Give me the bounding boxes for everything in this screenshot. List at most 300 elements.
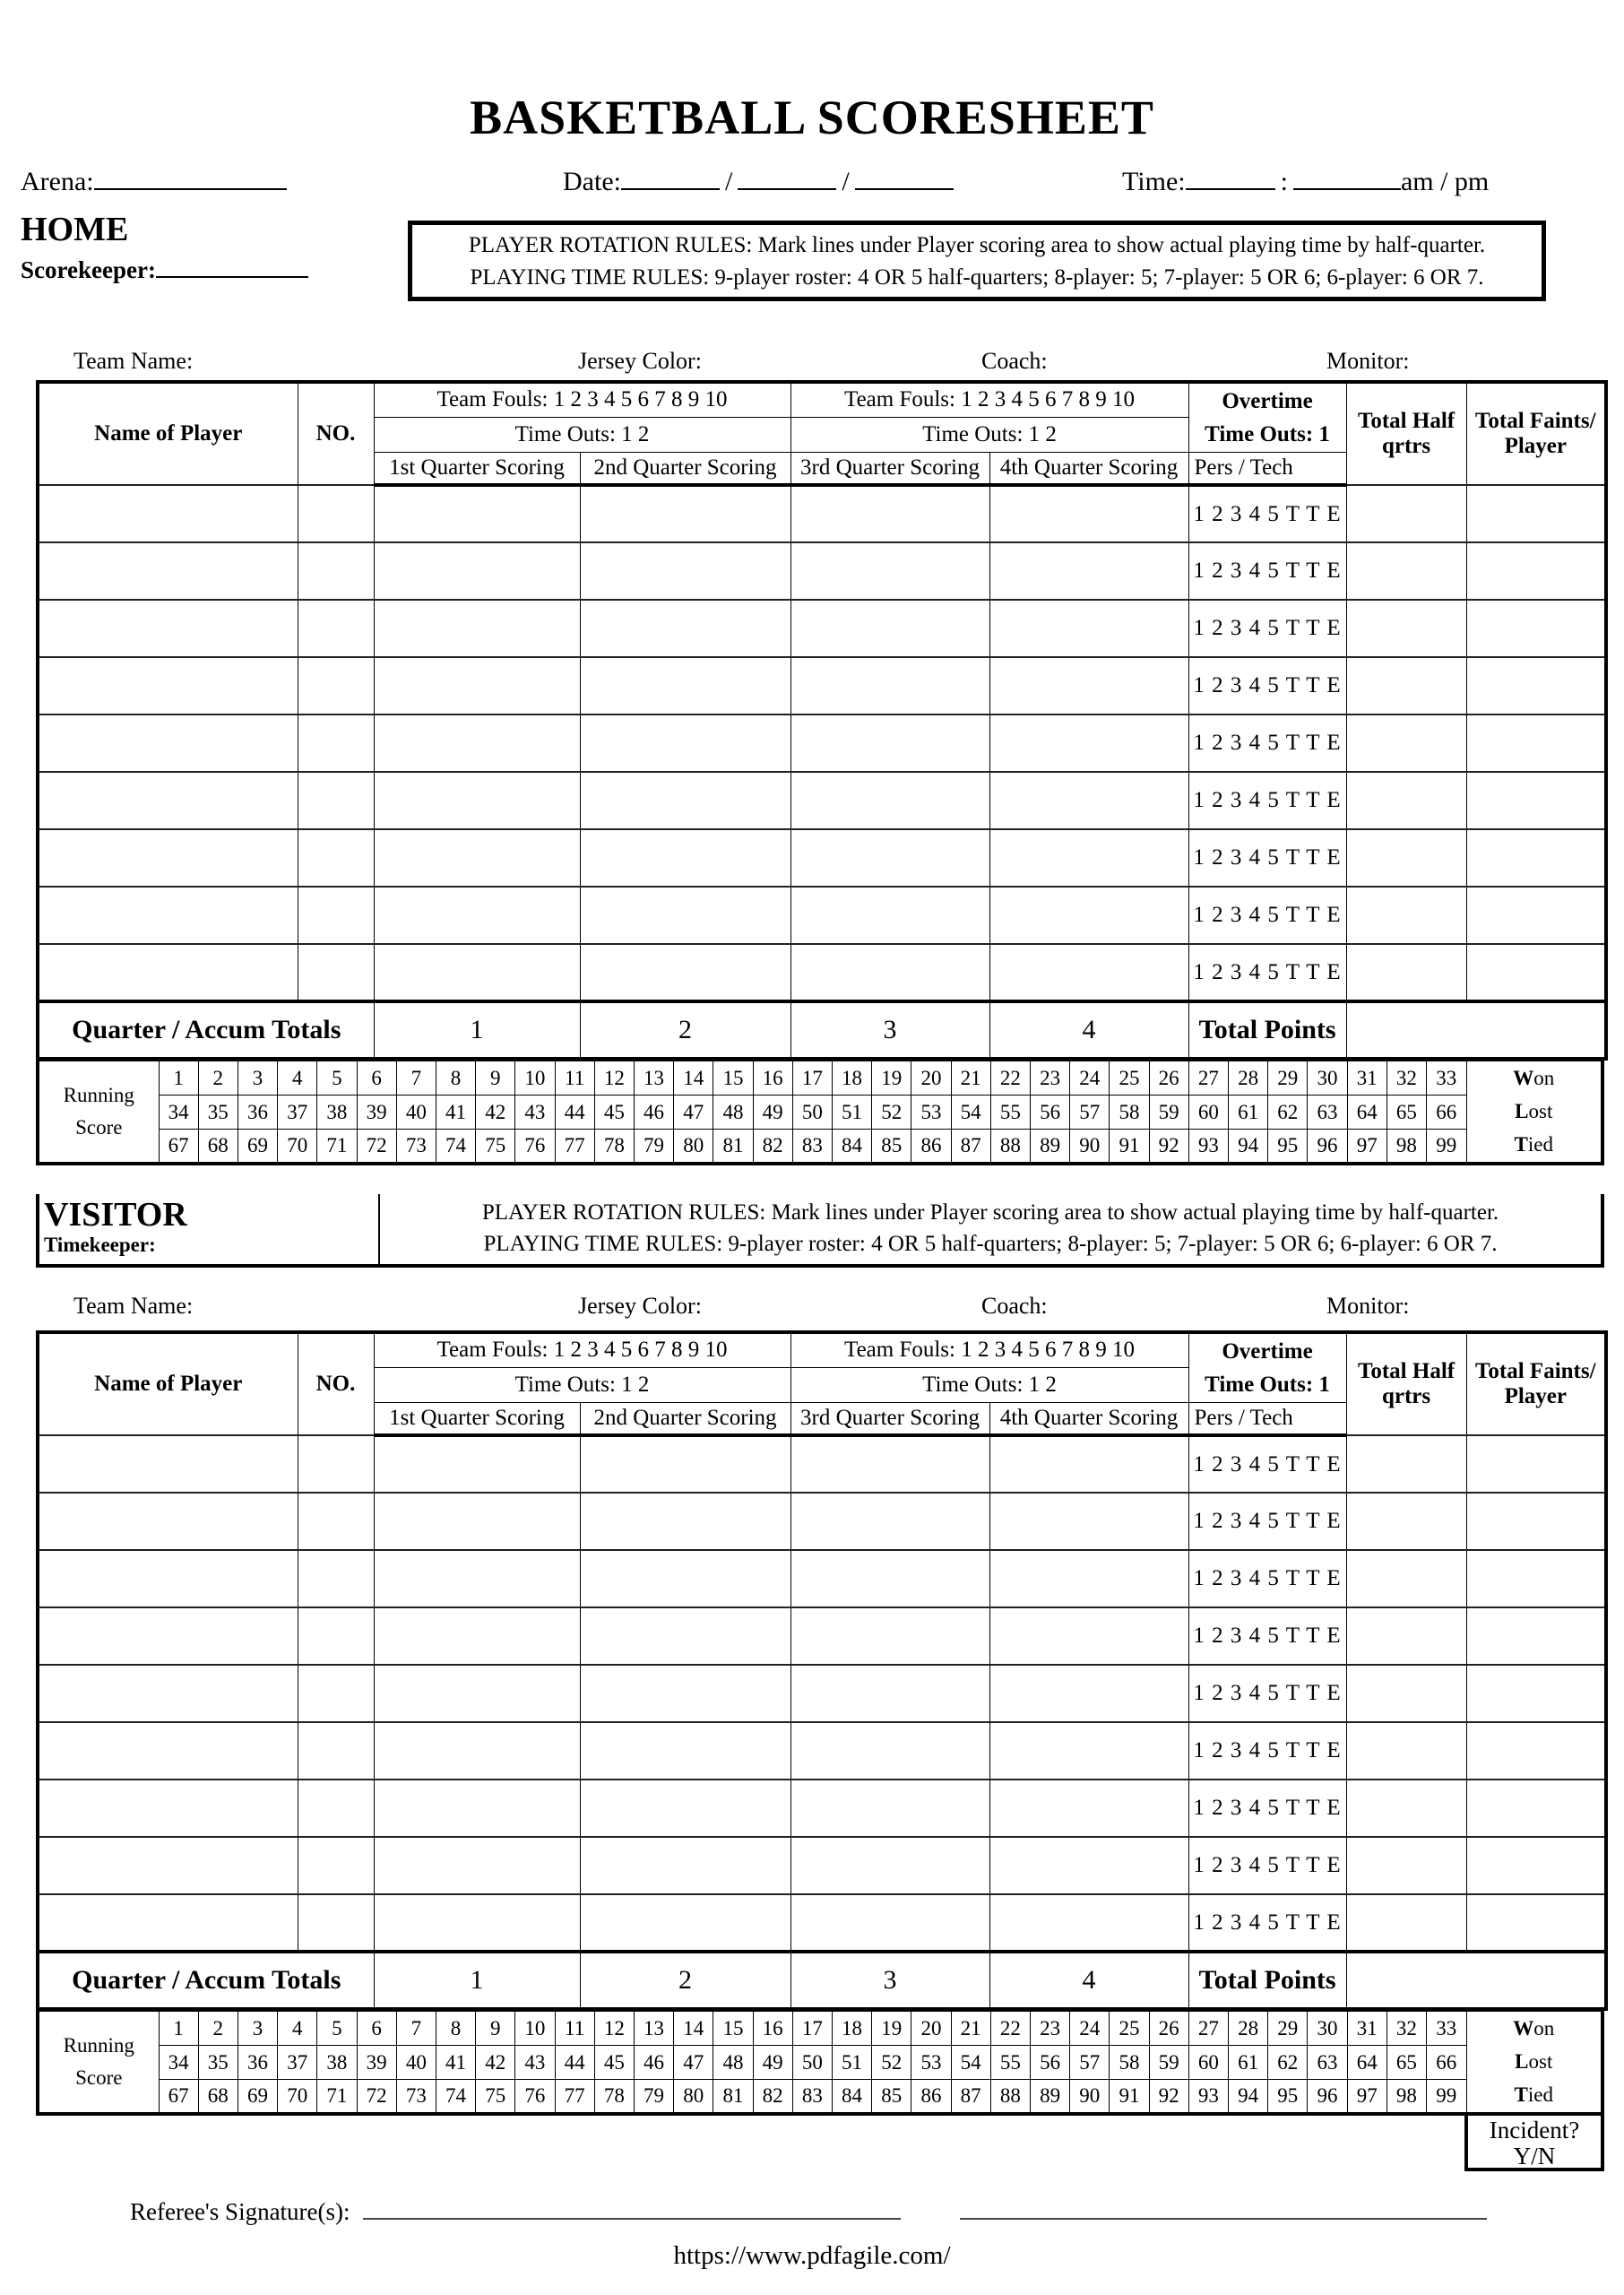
running-score-cell: 57 xyxy=(1070,2046,1110,2080)
running-score-cell: 22 xyxy=(990,1061,1030,1096)
running-score-cell: 77 xyxy=(555,2080,594,2114)
player-name-cell xyxy=(38,1435,298,1493)
timekeeper-label: Timekeeper: xyxy=(44,1234,156,1256)
running-score-cell: 3 xyxy=(238,1061,277,1096)
running-score-cell: 37 xyxy=(278,1096,317,1130)
q2-scoring-cell xyxy=(580,1780,790,1837)
total-faints-cell xyxy=(1466,944,1606,1001)
lost-label: Lost xyxy=(1515,1100,1553,1123)
q4-scoring-cell xyxy=(989,1665,1188,1722)
running-score-cell: 16 xyxy=(753,1061,792,1096)
q3-scoring-cell xyxy=(790,1837,989,1894)
personal-fouls-scale: 1 2 3 4 5 T T E xyxy=(1188,1894,1346,1952)
q4-scoring-cell xyxy=(989,657,1188,714)
running-score-cell: 98 xyxy=(1386,2080,1426,2114)
running-score-cell: 89 xyxy=(1030,1130,1069,1164)
running-score-cell: 45 xyxy=(594,1096,634,1130)
player-row xyxy=(38,1607,1606,1665)
running-score-cell: 23 xyxy=(1030,1061,1069,1096)
q4-scoring-cell xyxy=(989,1493,1188,1550)
running-score-cell: 77 xyxy=(555,1130,594,1164)
running-score-cell: 67 xyxy=(159,1130,198,1164)
running-score-cell: 80 xyxy=(674,1130,713,1164)
running-score-cell: 79 xyxy=(634,1130,673,1164)
won-lost-tied-box xyxy=(1466,2012,1602,2114)
running-score-cell: 52 xyxy=(872,1096,911,1130)
running-score-cell: 70 xyxy=(278,2080,317,2114)
score-grid xyxy=(36,380,1608,1061)
running-score-cell: 11 xyxy=(555,1061,594,1096)
player-name-cell xyxy=(38,485,298,542)
running-score-cell: 36 xyxy=(238,2046,277,2080)
player-name-cell xyxy=(38,600,298,657)
running-score-cell: 63 xyxy=(1308,2046,1347,2080)
total-points-label: Total Points xyxy=(1188,1001,1346,1059)
time-outs-header: Time Outs: 1 2 xyxy=(790,1367,1188,1402)
quarter-accum-totals-label: Quarter / Accum Totals xyxy=(38,1952,374,2009)
player-name-cell xyxy=(38,1837,298,1894)
q1-scoring-cell xyxy=(374,1837,580,1894)
q1-scoring-cell xyxy=(374,1493,580,1550)
personal-fouls-scale: 1 2 3 4 5 T T E xyxy=(1188,772,1346,829)
running-score-cell: 7 xyxy=(396,1061,436,1096)
running-score-cell: 96 xyxy=(1308,2080,1347,2114)
running-score-cell: 85 xyxy=(872,2080,911,2114)
personal-fouls-scale: 1 2 3 4 5 T T E xyxy=(1188,485,1346,542)
total-faints-cell xyxy=(1466,1837,1606,1894)
running-score-cell: 60 xyxy=(1188,1096,1228,1130)
running-score-cell: 59 xyxy=(1149,2046,1188,2080)
q4-scoring-cell xyxy=(989,1894,1188,1952)
date-slash-2: / xyxy=(842,167,850,196)
player-row xyxy=(38,772,1606,829)
running-score-cell: 25 xyxy=(1110,2012,1149,2046)
running-score-cell: 21 xyxy=(951,2012,990,2046)
home-team-info-row xyxy=(36,348,1604,377)
running-score-cell: 97 xyxy=(1347,2080,1386,2114)
quarter-scoring-header: 1st Quarter Scoring xyxy=(374,1402,580,1435)
won-label: Won xyxy=(1513,2017,1555,2040)
running-score-cell: 81 xyxy=(713,1130,753,1164)
jersey-color-label: Jersey Color: xyxy=(578,1293,702,1319)
player-row xyxy=(38,1665,1606,1722)
q3-scoring-cell xyxy=(790,1493,989,1550)
referee-signature-line-1 xyxy=(363,2198,901,2220)
running-score-cell: 5 xyxy=(317,2012,357,2046)
running-score-cell: 58 xyxy=(1110,2046,1149,2080)
player-number-cell xyxy=(298,1550,374,1607)
player-number-cell xyxy=(298,887,374,944)
player-row xyxy=(38,542,1606,600)
running-score-cell: 17 xyxy=(792,2012,832,2046)
running-score-cell: 38 xyxy=(317,1096,357,1130)
q2-scoring-cell xyxy=(580,772,790,829)
running-score-cell: 29 xyxy=(1268,2012,1308,2046)
q2-scoring-cell xyxy=(580,887,790,944)
running-score-cell: 42 xyxy=(476,2046,515,2080)
total-faints-player-header: Total Faints/ Player xyxy=(1466,382,1606,485)
q3-scoring-cell xyxy=(790,485,989,542)
running-score-cell: 66 xyxy=(1427,2046,1467,2080)
running-score-cell: 34 xyxy=(159,2046,198,2080)
total-half-qrtrs-header: Total Half qrtrs xyxy=(1346,1332,1466,1435)
running-score-cell: 84 xyxy=(832,2080,871,2114)
running-score-cell: 5 xyxy=(317,1061,357,1096)
q1-scoring-cell xyxy=(374,714,580,772)
running-score-cell: 6 xyxy=(357,2012,396,2046)
total-half-cell xyxy=(1346,1550,1466,1607)
q2-scoring-cell xyxy=(580,944,790,1001)
total-faints-cell xyxy=(1466,829,1606,887)
player-name-cell xyxy=(38,1550,298,1607)
q1-scoring-cell xyxy=(374,887,580,944)
running-score-cell: 24 xyxy=(1070,1061,1110,1096)
player-row xyxy=(38,944,1606,1001)
total-half-cell xyxy=(1346,829,1466,887)
running-score-cell: 41 xyxy=(436,1096,475,1130)
q1-scoring-cell xyxy=(374,1435,580,1493)
overtime-label: Overtime xyxy=(1222,388,1313,413)
running-score-cell: 20 xyxy=(911,1061,951,1096)
running-score-cell: 81 xyxy=(713,2080,753,2114)
player-row xyxy=(38,1780,1606,1837)
rules-line-2: PLAYING TIME RULES: 9-player roster: 4 OR 5 half-quarters; 8-player: 5; 7-player: 5 OR 6; 6-player: 6 OR 7. xyxy=(470,265,1484,290)
site-url-link[interactable]: https://www.pdfagile.com/ xyxy=(673,2241,951,2270)
personal-fouls-scale: 1 2 3 4 5 T T E xyxy=(1188,944,1346,1001)
player-name-cell xyxy=(38,1665,298,1722)
running-score-cell: 93 xyxy=(1188,1130,1228,1164)
running-score-cell: 96 xyxy=(1308,1130,1347,1164)
quarter-scoring-header: 4th Quarter Scoring xyxy=(989,1402,1188,1435)
running-score-cell: 27 xyxy=(1188,2012,1228,2046)
total-faints-cell xyxy=(1466,657,1606,714)
total-faints-cell xyxy=(1466,600,1606,657)
personal-fouls-scale: 1 2 3 4 5 T T E xyxy=(1188,714,1346,772)
total-half-cell xyxy=(1346,944,1466,1001)
q1-scoring-cell xyxy=(374,944,580,1001)
total-faints-cell xyxy=(1466,542,1606,600)
q1-scoring-cell xyxy=(374,600,580,657)
running-score-cell: 47 xyxy=(674,1096,713,1130)
running-score-cell: 19 xyxy=(872,1061,911,1096)
q4-scoring-cell xyxy=(989,714,1188,772)
running-score-cell: 73 xyxy=(396,1130,436,1164)
lost-label: Lost xyxy=(1515,2050,1553,2074)
running-score-cell: 46 xyxy=(634,2046,673,2080)
running-score-cell: 9 xyxy=(476,2012,515,2046)
visitor-score-section xyxy=(36,1330,1604,2169)
total-half-cell xyxy=(1346,1722,1466,1780)
q4-scoring-cell xyxy=(989,1780,1188,1837)
total-points-cell xyxy=(1346,1001,1606,1059)
running-score-cell: 31 xyxy=(1347,1061,1386,1096)
running-score-cell: 25 xyxy=(1110,1061,1149,1096)
player-number-cell xyxy=(298,542,374,600)
q2-scoring-cell xyxy=(580,1435,790,1493)
running-score-cell: 74 xyxy=(436,2080,475,2114)
q4-scoring-cell xyxy=(989,1550,1188,1607)
player-name-cell xyxy=(38,714,298,772)
running-score-cell: 38 xyxy=(317,2046,357,2080)
running-score-cell: 64 xyxy=(1347,1096,1386,1130)
player-number-cell xyxy=(298,1607,374,1665)
quarter-accum-totals-label: Quarter / Accum Totals xyxy=(38,1001,374,1059)
running-score-cell: 12 xyxy=(594,2012,634,2046)
q3-scoring-cell xyxy=(790,829,989,887)
total-half-cell xyxy=(1346,657,1466,714)
player-number-cell xyxy=(298,1435,374,1493)
time-hour-blank xyxy=(1186,169,1275,190)
running-score-cell: 16 xyxy=(753,2012,792,2046)
total-points-cell xyxy=(1346,1952,1606,2009)
total-half-cell xyxy=(1346,600,1466,657)
running-score-cell: 4 xyxy=(278,1061,317,1096)
q2-scoring-cell xyxy=(580,600,790,657)
running-score-cell: 67 xyxy=(159,2080,198,2114)
total-half-cell xyxy=(1346,1493,1466,1550)
running-score-cell: 82 xyxy=(753,2080,792,2114)
incident-box xyxy=(1464,2112,1604,2171)
running-score-cell: 36 xyxy=(238,1096,277,1130)
running-score-cell: 43 xyxy=(515,2046,555,2080)
running-score-cell: 88 xyxy=(990,1130,1030,1164)
player-row xyxy=(38,485,1606,542)
running-score-cell: 1 xyxy=(159,1061,198,1096)
player-number-cell xyxy=(298,485,374,542)
player-number-cell xyxy=(298,600,374,657)
running-score-cell: 89 xyxy=(1030,2080,1069,2114)
total-faints-cell xyxy=(1466,1435,1606,1493)
q3-scoring-cell xyxy=(790,887,989,944)
player-name-cell xyxy=(38,829,298,887)
running-score-cell: 2 xyxy=(198,1061,238,1096)
team-fouls-header: Team Fouls: 1 2 3 4 5 6 7 8 9 10 xyxy=(374,382,790,417)
visitor-band xyxy=(36,1194,1604,1268)
personal-fouls-scale: 1 2 3 4 5 T T E xyxy=(1188,887,1346,944)
arena-label: Arena: xyxy=(21,167,94,196)
running-score-cell: 35 xyxy=(198,1096,238,1130)
visitor-team-info-row xyxy=(36,1293,1604,1321)
running-score-cell: 59 xyxy=(1149,1096,1188,1130)
q3-scoring-cell xyxy=(790,657,989,714)
quarter-scoring-header: 3rd Quarter Scoring xyxy=(790,452,989,485)
date-field xyxy=(563,167,954,197)
running-score-cell: 56 xyxy=(1030,1096,1069,1130)
q4-scoring-cell xyxy=(989,485,1188,542)
total-faints-cell xyxy=(1466,1665,1606,1722)
q1-scoring-cell xyxy=(374,1607,580,1665)
running-score-cell: 60 xyxy=(1188,2046,1228,2080)
team-name-label: Team Name: xyxy=(73,1293,194,1319)
running-score-cell: 34 xyxy=(159,1096,198,1130)
time-label: Time: xyxy=(1122,167,1186,196)
pers-tech-header: Pers / Tech xyxy=(1188,1402,1346,1435)
running-score-cell: 1 xyxy=(159,2012,198,2046)
running-score-cell: 31 xyxy=(1347,2012,1386,2046)
running-score-cell: 85 xyxy=(872,1130,911,1164)
running-score-cell: 28 xyxy=(1228,2012,1267,2046)
player-row xyxy=(38,1493,1606,1550)
visitor-heading-cell xyxy=(39,1194,380,1264)
running-score-cell: 40 xyxy=(396,1096,436,1130)
running-score-cell: 30 xyxy=(1308,2012,1347,2046)
date-blank-3 xyxy=(855,169,954,190)
player-number-header: NO. xyxy=(298,382,374,485)
running-score-cell: 15 xyxy=(713,1061,753,1096)
running-label-line: Running xyxy=(63,2033,134,2057)
running-score-cell: 6 xyxy=(357,1061,396,1096)
running-score-cell: 86 xyxy=(911,1130,951,1164)
running-score-cell: 45 xyxy=(594,2046,634,2080)
name-of-player-header: Name of Player xyxy=(38,382,298,485)
running-score-cell: 46 xyxy=(634,1096,673,1130)
player-row xyxy=(38,829,1606,887)
name-of-player-header: Name of Player xyxy=(38,1332,298,1435)
player-number-cell xyxy=(298,944,374,1001)
running-score-cell: 86 xyxy=(911,2080,951,2114)
running-score-cell: 4 xyxy=(278,2012,317,2046)
running-score-cell: 87 xyxy=(951,2080,990,2114)
player-row xyxy=(38,657,1606,714)
total-faints-cell xyxy=(1466,1722,1606,1780)
quarter-accum-totals-row xyxy=(38,1952,1606,2009)
team-name-label: Team Name: xyxy=(73,348,194,374)
running-score-cell: 66 xyxy=(1427,1096,1467,1130)
running-label-line: Score xyxy=(75,1115,123,1139)
player-name-cell xyxy=(38,1780,298,1837)
rules-line-2: PLAYING TIME RULES: 9-player roster: 4 OR 5 half-quarters; 8-player: 5; 7-player: 5 OR 6; 6-player: 6 OR 7. xyxy=(483,1232,1498,1256)
running-score-cell: 73 xyxy=(396,2080,436,2114)
date-label: Date: xyxy=(563,167,621,196)
running-score-cell: 78 xyxy=(594,1130,634,1164)
running-score-cell: 18 xyxy=(832,1061,871,1096)
running-score-cell: 32 xyxy=(1386,2012,1426,2046)
q1-scoring-cell xyxy=(374,1722,580,1780)
quarter-accum-totals-row xyxy=(38,1001,1606,1059)
q2-scoring-cell xyxy=(580,657,790,714)
running-score-cell: 23 xyxy=(1030,2012,1069,2046)
q3-scoring-cell xyxy=(790,1435,989,1493)
personal-fouls-scale: 1 2 3 4 5 T T E xyxy=(1188,600,1346,657)
running-score-cell: 82 xyxy=(753,1130,792,1164)
q4-scoring-cell xyxy=(989,600,1188,657)
q1-scoring-cell xyxy=(374,1894,580,1952)
running-score-cell: 91 xyxy=(1110,2080,1149,2114)
player-name-cell xyxy=(38,944,298,1001)
player-name-cell xyxy=(38,542,298,600)
quarter-total-cell: 3 xyxy=(790,1001,989,1059)
running-score-cell: 63 xyxy=(1308,1096,1347,1130)
running-score-cell: 43 xyxy=(515,1096,555,1130)
q3-scoring-cell xyxy=(790,600,989,657)
running-score-cell: 18 xyxy=(832,2012,871,2046)
running-score-cell: 83 xyxy=(792,2080,832,2114)
running-score-cell: 92 xyxy=(1149,1130,1188,1164)
referee-signature-line-2 xyxy=(960,2198,1487,2220)
running-score-cell: 55 xyxy=(990,2046,1030,2080)
total-faints-cell xyxy=(1466,714,1606,772)
incident-yn-label: Y/N xyxy=(1513,2142,1556,2169)
page-title: BASKETBALL SCORESHEET xyxy=(470,91,1154,144)
running-score-cell: 9 xyxy=(476,1061,515,1096)
q4-scoring-cell xyxy=(989,1837,1188,1894)
running-score-cell: 48 xyxy=(713,2046,753,2080)
tied-label: Tied xyxy=(1514,1133,1553,1156)
q1-scoring-cell xyxy=(374,772,580,829)
time-field xyxy=(1122,167,1489,197)
total-faints-cell xyxy=(1466,1550,1606,1607)
rules-line-1: PLAYER ROTATION RULES: Mark lines under Player scoring area to show actual playing time by half-quarter. xyxy=(468,233,1486,257)
player-number-cell xyxy=(298,1665,374,1722)
total-half-cell xyxy=(1346,542,1466,600)
quarter-total-cell: 1 xyxy=(374,1001,580,1059)
arena-field xyxy=(21,167,287,197)
running-score-label xyxy=(38,2012,159,2114)
running-score-cell: 80 xyxy=(674,2080,713,2114)
date-blank-2 xyxy=(738,169,836,190)
running-score-cell: 83 xyxy=(792,1130,832,1164)
player-name-cell xyxy=(38,1607,298,1665)
running-score-cell: 53 xyxy=(911,2046,951,2080)
time-colon: : xyxy=(1280,167,1288,196)
pers-tech-header: Pers / Tech xyxy=(1188,452,1346,485)
running-score-cell: 99 xyxy=(1427,1130,1467,1164)
q4-scoring-cell xyxy=(989,887,1188,944)
visitor-rules-box xyxy=(380,1194,1601,1264)
player-number-cell xyxy=(298,657,374,714)
player-name-cell xyxy=(38,887,298,944)
q1-scoring-cell xyxy=(374,1550,580,1607)
q3-scoring-cell xyxy=(790,1894,989,1952)
player-number-cell xyxy=(298,1837,374,1894)
player-number-cell xyxy=(298,1493,374,1550)
running-score-cell: 94 xyxy=(1228,2080,1267,2114)
visitor-team-heading: VISITOR xyxy=(44,1196,187,1234)
jersey-color-label: Jersey Color: xyxy=(578,348,702,374)
total-faints-cell xyxy=(1466,1894,1606,1952)
running-score-cell: 8 xyxy=(436,2012,475,2046)
q3-scoring-cell xyxy=(790,1550,989,1607)
running-score-cell: 30 xyxy=(1308,1061,1347,1096)
running-score-cell: 93 xyxy=(1188,2080,1228,2114)
q3-scoring-cell xyxy=(790,714,989,772)
quarter-scoring-header: 3rd Quarter Scoring xyxy=(790,1402,989,1435)
player-name-cell xyxy=(38,657,298,714)
q1-scoring-cell xyxy=(374,829,580,887)
tied-label: Tied xyxy=(1514,2083,1553,2107)
q4-scoring-cell xyxy=(989,1607,1188,1665)
personal-fouls-scale: 1 2 3 4 5 T T E xyxy=(1188,1665,1346,1722)
running-score-cell: 27 xyxy=(1188,1061,1228,1096)
running-score-cell: 14 xyxy=(674,1061,713,1096)
total-half-cell xyxy=(1346,1665,1466,1722)
running-score-cell: 94 xyxy=(1228,1130,1267,1164)
running-score-cell: 64 xyxy=(1347,2046,1386,2080)
q2-scoring-cell xyxy=(580,1665,790,1722)
total-faints-cell xyxy=(1466,485,1606,542)
running-score-cell: 49 xyxy=(753,1096,792,1130)
quarter-scoring-header: 2nd Quarter Scoring xyxy=(580,1402,790,1435)
running-score-cell: 33 xyxy=(1427,1061,1467,1096)
q1-scoring-cell xyxy=(374,1665,580,1722)
quarter-total-cell: 2 xyxy=(580,1001,790,1059)
running-score-cell: 76 xyxy=(515,1130,555,1164)
running-score-cell: 84 xyxy=(832,1130,871,1164)
running-score-cell: 19 xyxy=(872,2012,911,2046)
team-fouls-header: Team Fouls: 1 2 3 4 5 6 7 8 9 10 xyxy=(374,1332,790,1367)
q4-scoring-cell xyxy=(989,1722,1188,1780)
q3-scoring-cell xyxy=(790,1607,989,1665)
